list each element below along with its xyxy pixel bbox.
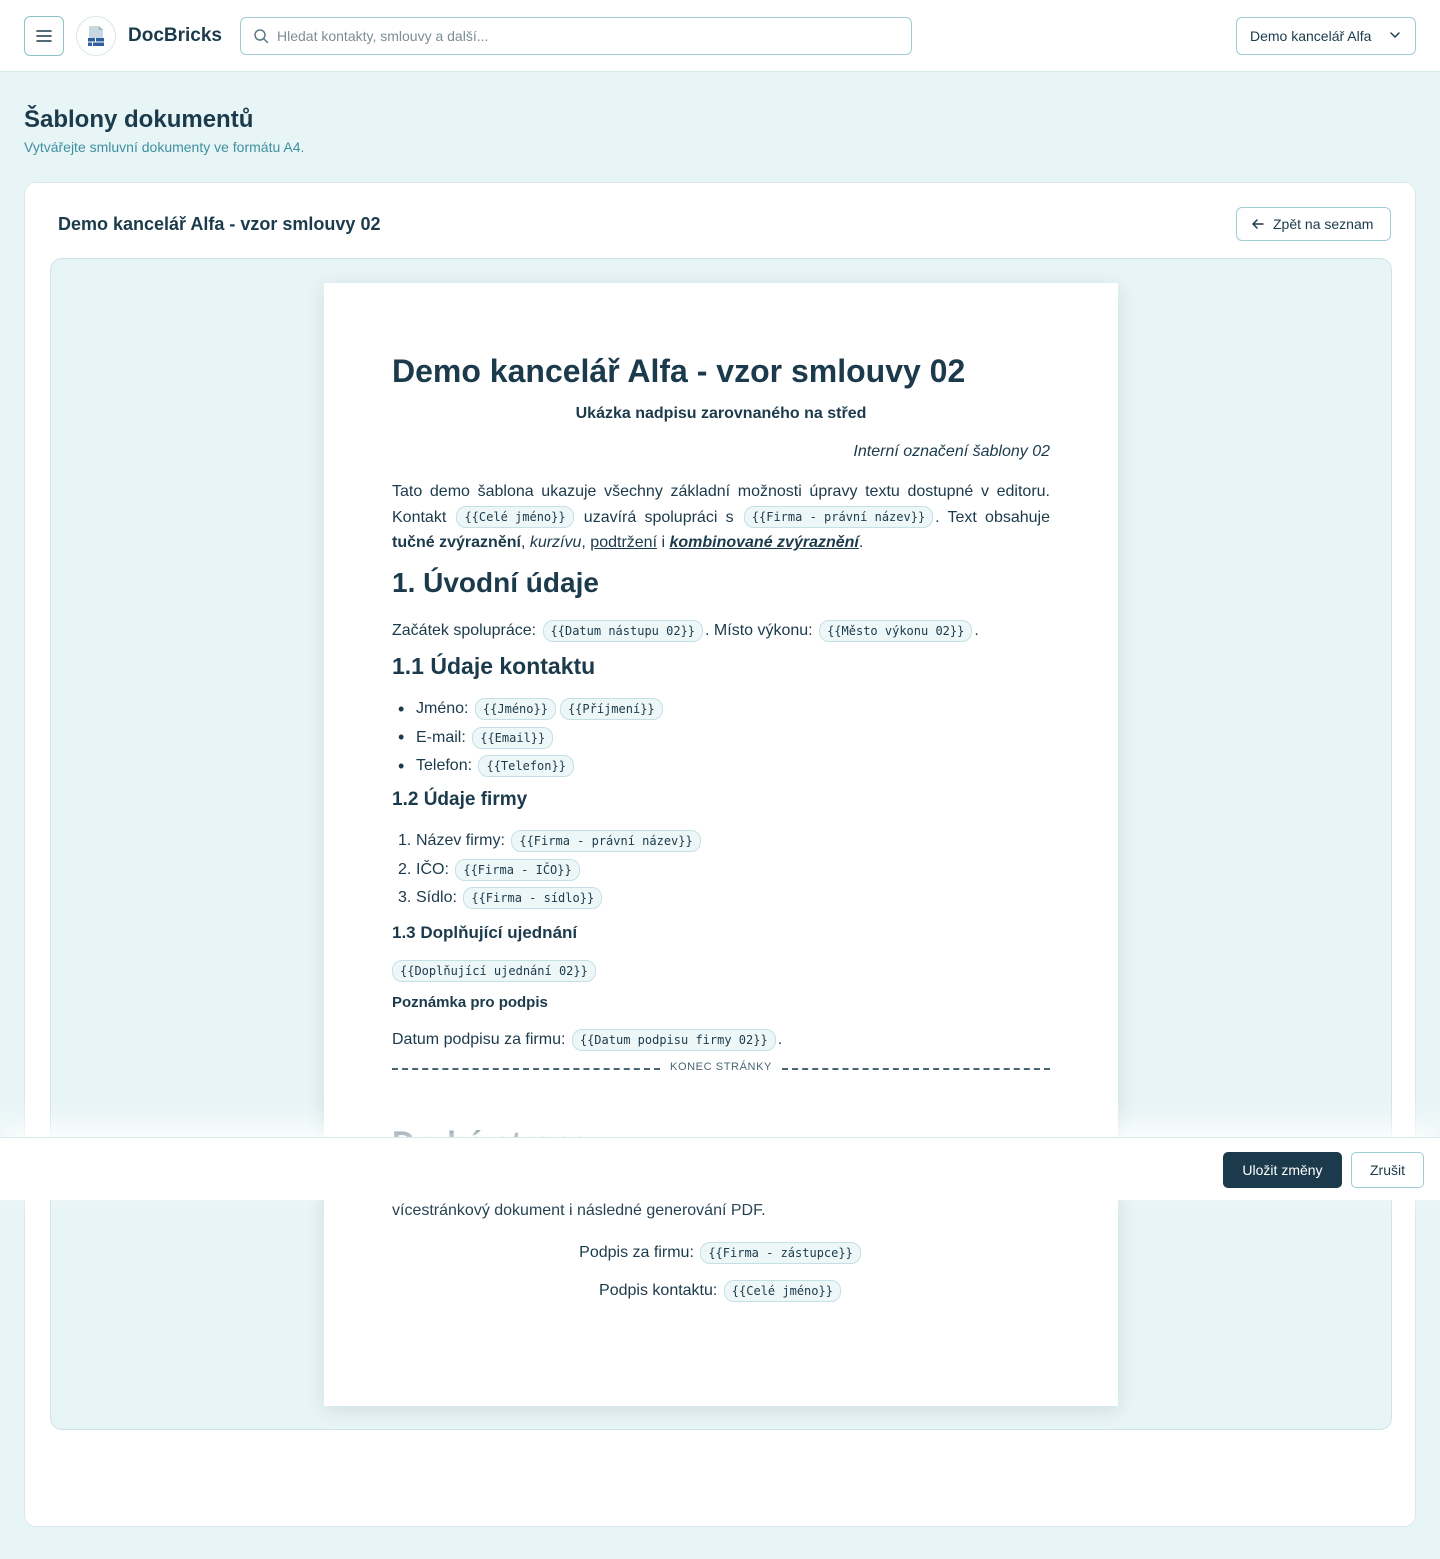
placeholder-tag[interactable]: {{Firma - IČO}} <box>455 859 579 881</box>
list-item <box>392 827 1050 856</box>
menu-button[interactable] <box>24 16 64 56</box>
cancel-button[interactable]: Zrušit <box>1351 1152 1424 1188</box>
page-subtitle: Vytvářejte smluvní dokumenty ve formátu A4. <box>24 139 305 155</box>
bullet: • <box>398 727 405 748</box>
save-button[interactable]: Uložit změny <box>1223 1152 1342 1188</box>
page-break-line <box>782 1068 1050 1070</box>
search-icon <box>253 28 269 44</box>
placeholder-tag[interactable]: {{Město výkonu 02}} <box>819 620 972 642</box>
page-break-label: KONEC STRÁNKY <box>670 1061 772 1073</box>
placeholder-tag[interactable]: {{Celé jméno}} <box>456 506 573 528</box>
document-title: Demo kancelář Alfa - vzor smlouvy 02 <box>392 353 966 389</box>
brick-document-icon <box>86 25 106 47</box>
bullet: • <box>398 755 405 776</box>
section-heading-1-1: 1.1 Údaje kontaktu <box>392 653 596 679</box>
placeholder-tag[interactable]: {{Příjmení}} <box>560 698 663 720</box>
list-item-label: E-mail: <box>416 728 471 746</box>
section-heading-1-2: 1.2 Údaje firmy <box>392 789 528 810</box>
bold-text: tučné zvýraznění <box>392 534 521 551</box>
a4-page[interactable] <box>324 283 1118 1406</box>
top-bar <box>0 0 1440 72</box>
sign-date-paragraph <box>392 1026 1050 1054</box>
list-item <box>392 695 1050 724</box>
intro-text: Tato demo šablona ukazuje všechny základní možnosti úpravy textu dostupné v editoru. Kontakt <box>392 483 1050 526</box>
brand-name: DocBricks <box>128 25 222 46</box>
placeholder-tag[interactable]: {{Datum podpisu firmy 02}} <box>572 1029 776 1051</box>
organization-select[interactable] <box>1236 17 1416 55</box>
back-button-label: Zpět na seznam <box>1273 216 1374 232</box>
italic-text: kurzívu <box>529 534 582 551</box>
action-bar <box>0 1137 1440 1200</box>
placeholder-tag[interactable]: {{Datum nástupu 02}} <box>543 620 704 642</box>
paragraph-text: Začátek spolupráce: <box>392 622 541 639</box>
intro-text: . Text obsahuje <box>935 508 1050 526</box>
contact-list <box>392 695 1050 781</box>
intro-text: , <box>581 534 591 551</box>
intro-text: . <box>858 534 864 551</box>
start-paragraph <box>392 617 1050 645</box>
firm-signature-line <box>392 1239 1050 1267</box>
centered-heading: Ukázka nadpisu zarovnaného na střed <box>575 405 867 422</box>
list-number: 3. <box>398 889 412 907</box>
list-item <box>392 856 1050 885</box>
chevron-down-icon <box>1389 29 1401 41</box>
page-title: Šablony dokumentů <box>24 106 254 133</box>
list-item-label: Telefon: <box>416 757 477 775</box>
intro-paragraph <box>392 479 1050 556</box>
search-box <box>240 17 912 55</box>
paragraph-text: Datum podpisu za firmu: <box>392 1031 570 1048</box>
intro-text: uzavírá spolupráci s <box>575 508 742 526</box>
section-heading-1-3: 1.3 Doplňující ujednání <box>392 923 578 942</box>
placeholder-tag[interactable]: {{Email}} <box>472 727 553 749</box>
organization-select-value: Demo kancelář Alfa <box>1250 28 1372 44</box>
paragraph-text: . Místo výkonu: <box>705 622 818 639</box>
list-item <box>392 752 1050 781</box>
intro-text: i <box>657 534 670 551</box>
template-name: Demo kancelář Alfa - vzor smlouvy 02 <box>58 214 381 234</box>
signature-label: Podpis za firmu: <box>579 1244 699 1261</box>
paragraph-text: . <box>974 622 979 639</box>
list-item-label: Název firmy: <box>416 832 510 850</box>
page-break-line <box>392 1068 660 1070</box>
section-heading-1: 1. Úvodní údaje <box>392 567 599 598</box>
signature-label: Podpis kontaktu: <box>599 1282 722 1299</box>
search-input[interactable] <box>277 18 897 54</box>
template-editor-card <box>24 182 1416 1527</box>
intro-text: , <box>520 534 530 551</box>
extra-paragraph <box>392 957 1050 985</box>
logo[interactable] <box>76 16 116 56</box>
placeholder-tag[interactable]: {{Firma - právní název}} <box>511 830 700 852</box>
list-item <box>392 724 1050 753</box>
list-item <box>392 884 1050 913</box>
placeholder-tag[interactable]: {{Firma - právní název}} <box>744 506 933 528</box>
page-break[interactable] <box>392 1059 1050 1075</box>
back-to-list-button[interactable] <box>1236 207 1391 241</box>
placeholder-tag[interactable]: {{Firma - zástupce}} <box>700 1242 861 1264</box>
underlined-text: podtržení <box>590 534 658 551</box>
multipage-paragraph: vícestránkový dokument i následné generování PDF. <box>392 1202 766 1219</box>
arrow-left-icon <box>1251 217 1265 231</box>
placeholder-tag[interactable]: {{Jméno}} <box>475 698 556 720</box>
placeholder-tag[interactable]: {{Firma - sídlo}} <box>463 887 602 909</box>
internal-label: Interní označení šablony 02 <box>853 443 1050 460</box>
hamburger-icon <box>36 29 52 43</box>
company-list <box>392 827 1050 913</box>
list-item-label: Sídlo: <box>416 889 462 907</box>
note-heading: Poznámka pro podpis <box>392 994 548 1011</box>
contact-signature-line <box>392 1277 1050 1305</box>
list-number: 2. <box>398 860 412 878</box>
placeholder-tag[interactable]: {{Celé jméno}} <box>724 1280 841 1302</box>
placeholder-tag[interactable]: {{Doplňující ujednání 02}} <box>392 960 596 982</box>
bullet: • <box>398 698 405 719</box>
combined-format-text: kombinované zvýraznění <box>669 534 859 551</box>
list-number: 1. <box>398 832 412 850</box>
document-editor-area <box>50 258 1392 1430</box>
list-item-label: IČO: <box>416 860 454 878</box>
paragraph-text: . <box>777 1031 783 1048</box>
list-item-label: Jméno: <box>416 700 473 718</box>
placeholder-tag[interactable]: {{Telefon}} <box>478 755 573 777</box>
